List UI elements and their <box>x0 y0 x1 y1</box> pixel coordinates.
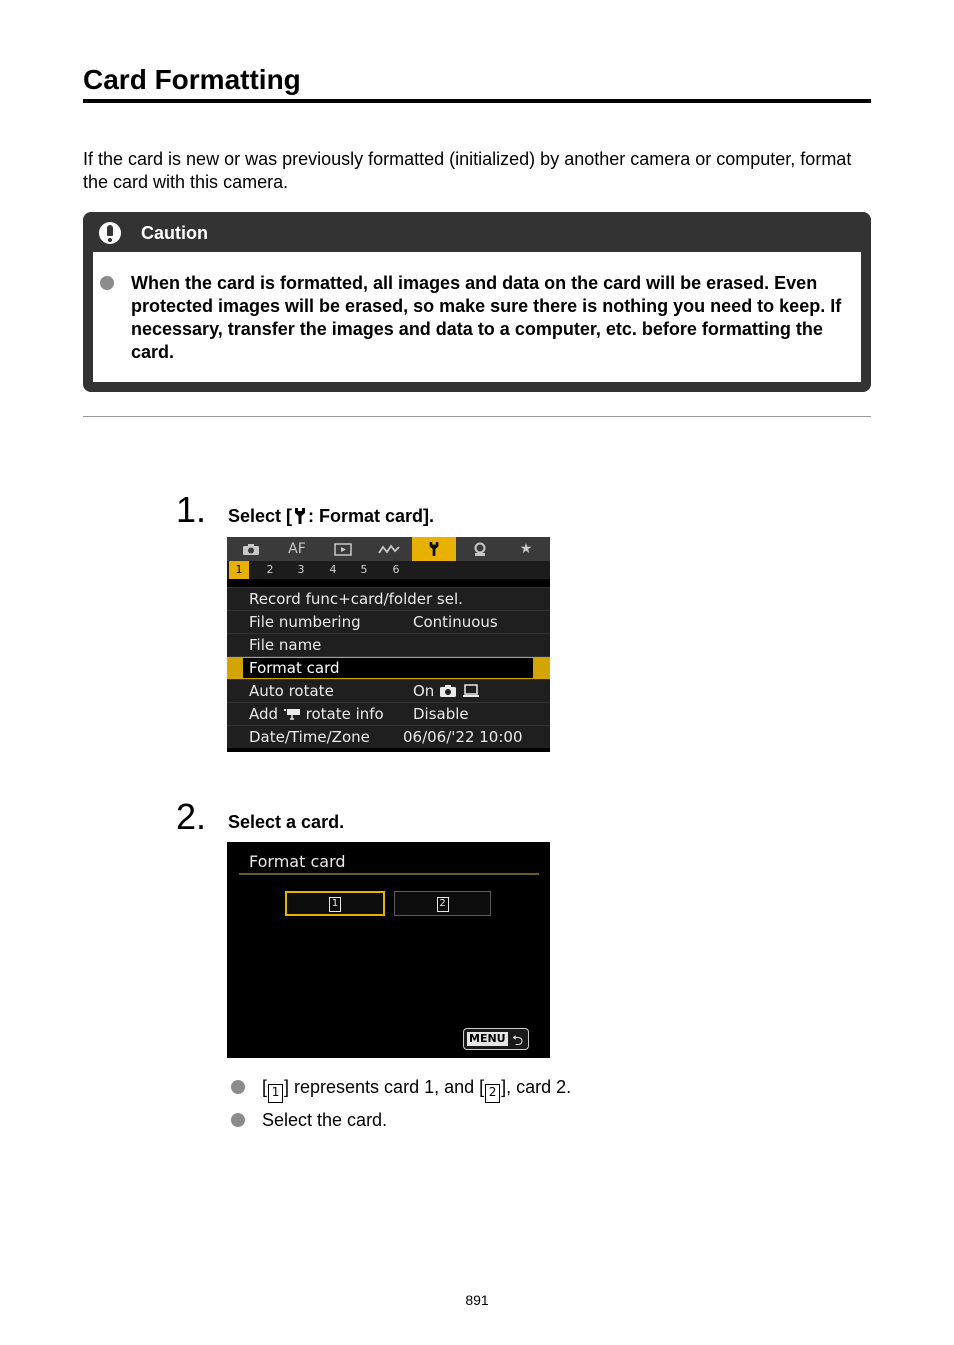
menu-subtab-bar <box>227 561 550 579</box>
card-1-button[interactable] <box>285 891 385 916</box>
wrench-icon <box>292 507 308 525</box>
tab-my-menu[interactable] <box>508 537 544 561</box>
step-1-prefix: Select [ <box>228 506 293 526</box>
camera-menu-screen <box>227 537 550 752</box>
playback-icon <box>334 543 352 556</box>
menu-key-label: MENU <box>469 1032 506 1045</box>
tab-shooting[interactable] <box>233 537 269 561</box>
card-1-icon: 1 <box>329 897 341 912</box>
bullet-icon <box>231 1080 245 1094</box>
camera-icon <box>439 684 457 698</box>
menu-row-label <box>249 705 384 723</box>
bullet-text-2: Select the card. <box>262 1110 388 1130</box>
title-underline <box>83 99 871 103</box>
format-screen-title: Format card <box>249 852 346 871</box>
star-icon: ★ <box>519 541 533 557</box>
page-title: Card Formatting <box>83 64 301 95</box>
menu-row-label: File name <box>249 636 322 654</box>
menu-row-value: Disable <box>413 705 469 723</box>
subtab-4[interactable]: 4 <box>329 563 337 576</box>
tab-setup[interactable] <box>412 537 456 561</box>
format-card-screen <box>227 842 550 1058</box>
menu-row-label: Record func+card/folder sel. <box>249 590 463 608</box>
menu-row-label: Auto rotate <box>249 682 334 700</box>
menu-row-label: Format card <box>249 659 340 677</box>
menu-row-value <box>413 682 480 700</box>
movie-icon <box>283 707 301 720</box>
caution-box <box>83 212 871 392</box>
caution-body <box>93 252 861 382</box>
subtab-6[interactable]: 6 <box>392 563 400 576</box>
tab-af[interactable] <box>279 537 315 561</box>
add-label: Add <box>249 705 279 723</box>
auto-rotate-value: On <box>413 682 435 700</box>
custom-icon <box>378 543 400 556</box>
menu-row-add-rotate-info[interactable] <box>227 702 550 725</box>
custom-function-icon <box>472 542 488 557</box>
tab-custom-functions[interactable] <box>462 537 498 561</box>
step-1-suffix: : Format card]. <box>308 506 435 526</box>
menu-tab-bar <box>227 537 550 561</box>
computer-icon <box>462 684 480 698</box>
menu-row-value: Continuous <box>413 613 498 631</box>
menu-row-value: 06/06/'22 10:00 <box>403 728 523 746</box>
bullet-icon <box>231 1113 245 1127</box>
step-1-text <box>228 506 434 527</box>
menu-row-auto-rotate[interactable] <box>227 679 550 702</box>
intro-paragraph: If the card is new or was previously formatted (initialized) by another camera or computer, format the card with this camera. <box>83 149 852 192</box>
card-1-inline-icon: 1 <box>268 1084 283 1103</box>
menu-back-button[interactable] <box>463 1028 529 1050</box>
subtab-5[interactable]: 5 <box>360 563 368 576</box>
camera-icon <box>242 543 260 556</box>
caution-icon <box>99 222 121 244</box>
menu-row-file-numbering[interactable] <box>227 610 550 633</box>
card-2-inline-icon: 2 <box>485 1084 500 1103</box>
tab-custom[interactable] <box>371 537 407 561</box>
card-2-icon: 2 <box>437 897 449 912</box>
bullet-text-1: [ 1 ] represents card 1, and [ 2 ], card 2. <box>262 1076 571 1103</box>
subtab-2[interactable]: 2 <box>266 563 274 576</box>
tab-playback[interactable] <box>325 537 361 561</box>
menu-row-file-name[interactable] <box>227 633 550 656</box>
menu-row-record-func[interactable] <box>227 587 550 610</box>
step-2-text: Select a card. <box>228 812 345 832</box>
back-arrow-icon: ⮌ <box>512 1033 524 1049</box>
subtab-3[interactable]: 3 <box>297 563 305 576</box>
card-2-button[interactable] <box>394 891 491 916</box>
bullet-icon <box>100 276 114 290</box>
menu-row-label: File numbering <box>249 613 361 631</box>
section-divider <box>83 416 871 417</box>
menu-row-date-time-zone[interactable] <box>227 725 550 748</box>
step-1-number: 1. <box>176 489 207 530</box>
menu-row-label: Date/Time/Zone <box>249 728 370 746</box>
step-2-number: 2. <box>176 796 207 837</box>
tab-af-label: AF <box>288 541 306 557</box>
rotate-info-label: rotate info <box>305 705 384 723</box>
wrench-icon <box>427 541 441 557</box>
page-number: 891 <box>465 1292 489 1308</box>
menu-row-format-card[interactable] <box>227 656 550 679</box>
caution-label: Caution <box>141 223 208 243</box>
format-screen-rule <box>239 873 539 875</box>
caution-text: When the card is formatted, all images and data on the card will be erased. Even protected images will be erased, so make sure there is nothing you need to keep. If necessary, transfer the images and data to a computer, etc. before formatting the card. <box>131 273 842 362</box>
subtab-1[interactable]: 1 <box>229 561 249 579</box>
caution-header <box>83 212 871 252</box>
